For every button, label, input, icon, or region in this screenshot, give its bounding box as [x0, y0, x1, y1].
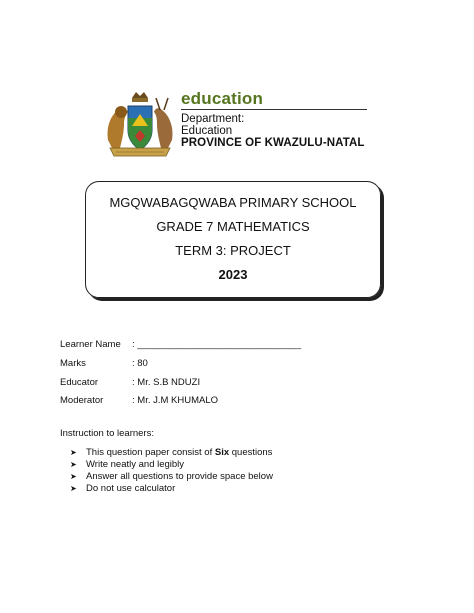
subject-title: GRADE 7 MATHEMATICS [156, 219, 310, 234]
marks-value: : 80 [132, 358, 148, 369]
arrow-bullet-icon: ➤ [70, 471, 77, 481]
education-logo-text: education [181, 89, 264, 108]
instruction-text [86, 447, 272, 458]
title-box [85, 181, 381, 298]
instruction-emphasis: Six [214, 446, 230, 458]
header-divider [181, 109, 367, 110]
instruction-suffix: questions [229, 446, 273, 458]
learner-name-label: Learner Name [60, 339, 121, 350]
marks-label: Marks [60, 358, 86, 369]
instruction-text: Write neatly and legibly [86, 458, 185, 470]
list-item [70, 482, 273, 494]
year-title: 2023 [218, 267, 248, 282]
instructions-heading: Instruction to learners: [60, 428, 154, 439]
instruction-text: Answer all questions to provide space below [86, 470, 273, 482]
moderator-value: : Mr. J.M KHUMALO [132, 395, 219, 406]
department-name: Education [181, 125, 233, 137]
instruction-text: Do not use calculator [86, 482, 176, 494]
educator-label: Educator [60, 377, 99, 388]
learner-name-field: : _______________________________ [132, 339, 302, 350]
arrow-bullet-icon: ➤ [70, 459, 77, 469]
instructions-list [70, 446, 273, 494]
department-label: Department: [181, 113, 245, 125]
school-name: MGQWABAGQWABA PRIMARY SCHOOL [109, 195, 357, 210]
task-title: TERM 3: PROJECT [175, 243, 291, 258]
list-item [70, 458, 273, 470]
province-name: PROVINCE OF KWAZULU-NATAL [181, 137, 365, 149]
arrow-bullet-icon: ➤ [70, 447, 77, 457]
arrow-bullet-icon: ➤ [70, 483, 77, 493]
list-item [70, 470, 273, 482]
coat-of-arms-icon [102, 90, 178, 160]
moderator-label: Moderator [60, 395, 104, 406]
list-item [70, 446, 273, 458]
educator-value: : Mr. S.B NDUZI [132, 377, 201, 388]
instruction-prefix: This question paper consist of [86, 446, 215, 458]
